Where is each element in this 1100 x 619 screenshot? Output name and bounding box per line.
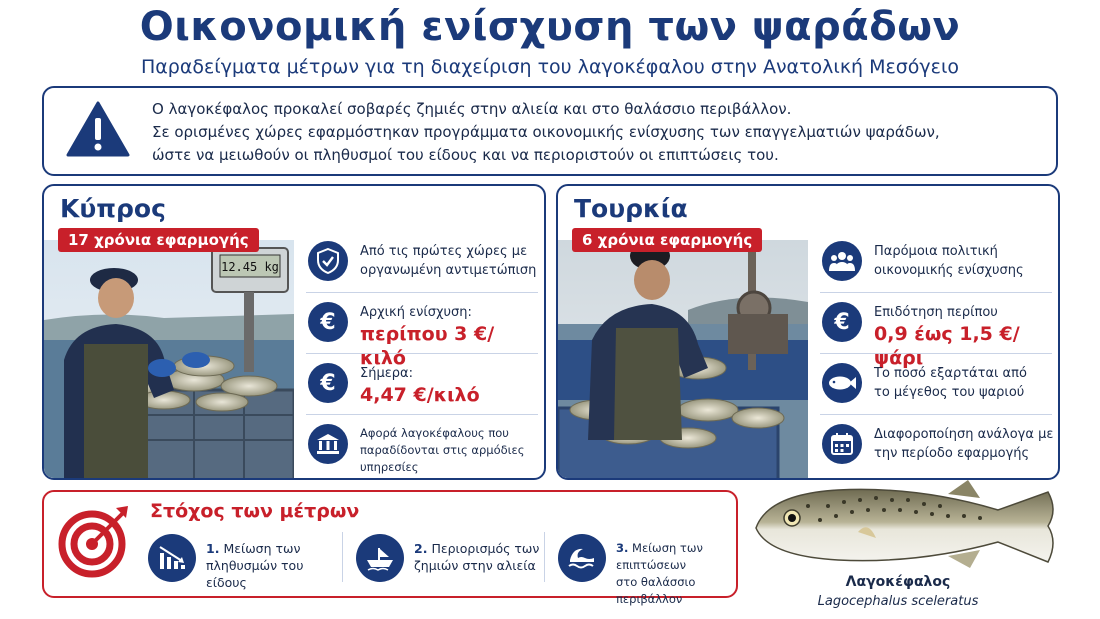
feature-row (820, 293, 1052, 369)
cyprus-fisherman-photo (44, 240, 294, 480)
euro-icon: € (308, 302, 348, 342)
goal-line: πληθυσμών του είδους (206, 558, 304, 590)
feature-line: Επιδότηση περίπου (874, 305, 998, 320)
lagocephalus-illustration (748, 476, 1088, 572)
years-badge-turkey: 6 χρόνια εφαρμογής (572, 228, 762, 252)
people-icon (822, 241, 862, 281)
feature-line: Παρόμοια πολιτική (874, 244, 998, 259)
years-badge-cyprus: 17 χρόνια εφαρμογής (58, 228, 259, 252)
feature-row (306, 293, 538, 369)
feature-line: το μέγεθος του ψαριού (874, 385, 1025, 400)
declining-chart-icon (148, 534, 196, 582)
feature-line: οργανωμένη αντιμετώπιση (360, 263, 537, 278)
feature-line: οικονομικής ενίσχυσης (874, 263, 1024, 278)
feature-text (874, 425, 1054, 463)
cyprus-panel (42, 184, 546, 480)
feature-text (874, 364, 1054, 402)
intro-panel (42, 86, 1058, 176)
goal-number: 3. (616, 541, 629, 555)
subsidy-value: 0,9 έως 1,5 €/ψάρι (874, 323, 1020, 369)
goal-divider (342, 532, 343, 582)
goal-text (206, 540, 346, 591)
goal-line: Μείωση των (223, 541, 301, 556)
feature-row (306, 415, 538, 476)
feature-line: Αφορά λαγοκέφαλους που (360, 426, 509, 440)
feature-line: Αρχική ενίσχυση: (360, 305, 472, 320)
turkey-panel (556, 184, 1060, 480)
intro-line: Σε ορισμένες χώρες εφαρμόστηκαν προγράμματα οικονομικής ενίσχυσης των επαγγελματιών ψαράδων, (152, 123, 940, 141)
country-name-cyprus: Κύπρος (60, 194, 166, 223)
feature-line: την περίοδο εφαρμογής (874, 446, 1030, 461)
goals-title: Στόχος των μέτρων (150, 500, 360, 522)
institution-icon (308, 424, 348, 464)
intro-line: Ο λαγοκέφαλος προκαλεί σοβαρές ζημιές στην αλιεία και στο θαλάσσιο περιβάλλον. (152, 100, 792, 118)
intro-line: ώστε να μειωθούν οι πληθυσμοί του είδους και να περιοριστούν οι επιπτώσεις του. (152, 146, 779, 164)
scale-display: 12.45 kg (221, 260, 279, 274)
goal-line: Περιορισμός των (431, 541, 540, 556)
feature-text (360, 425, 540, 476)
goal-divider (544, 532, 545, 582)
goal-number: 2. (414, 541, 428, 556)
feature-line: Το ποσό εξαρτάται από (874, 366, 1027, 381)
feature-row (306, 354, 538, 415)
goals-panel (42, 490, 738, 606)
feature-row (820, 415, 1052, 476)
feature-line: Διαφοροποίηση ανάλογα με (874, 427, 1054, 442)
page-title: Οικονομική ενίσχυση των ψαράδων (139, 4, 961, 50)
goal-line: στο θαλάσσιο περιβάλλον (616, 575, 696, 606)
country-name-turkey: Τουρκία (574, 194, 688, 223)
goal-text (414, 540, 554, 574)
feature-text (360, 242, 540, 280)
feature-line: Σήμερα: (360, 366, 413, 381)
goal-text (616, 540, 736, 608)
cyprus-features (306, 232, 538, 476)
calendar-icon (822, 424, 862, 464)
species-common-name: Λαγοκέφαλος (845, 574, 951, 590)
current-subsidy-value: 4,47 €/κιλό (360, 384, 480, 406)
euro-icon: € (822, 302, 862, 342)
feature-line: Από τις πρώτες χώρες με (360, 244, 528, 259)
feature-line: παραδίδονται στις αρμόδιες υπηρεσίες (360, 443, 525, 474)
intro-text (152, 98, 1052, 167)
species-latin-name: Lagocephalus sceleratus (817, 594, 979, 609)
feature-row (820, 354, 1052, 415)
turkey-fisherman-photo (558, 240, 808, 480)
turkey-features (820, 232, 1052, 476)
fishing-boat-icon (356, 534, 404, 582)
feature-text (360, 364, 540, 407)
initial-subsidy-value: περίπου 3 €/κιλό (360, 323, 495, 369)
euro-icon: € (308, 363, 348, 403)
target-icon (58, 504, 132, 578)
goal-line: ζημιών στην αλιεία (414, 558, 536, 573)
feature-row (820, 232, 1052, 293)
goal-line: Μείωση των επιπτώσεων (616, 541, 703, 572)
shield-check-icon (308, 241, 348, 281)
page-subtitle: Παραδείγματα μέτρων για τη διαχείριση του λαγοκέφαλου στην Ανατολική Μεσόγειο (140, 56, 959, 78)
feature-text (874, 242, 1054, 280)
warning-icon (66, 100, 130, 158)
goal-number: 1. (206, 541, 220, 556)
fish-icon (822, 363, 862, 403)
feature-row (306, 232, 538, 293)
wave-icon (558, 534, 606, 582)
